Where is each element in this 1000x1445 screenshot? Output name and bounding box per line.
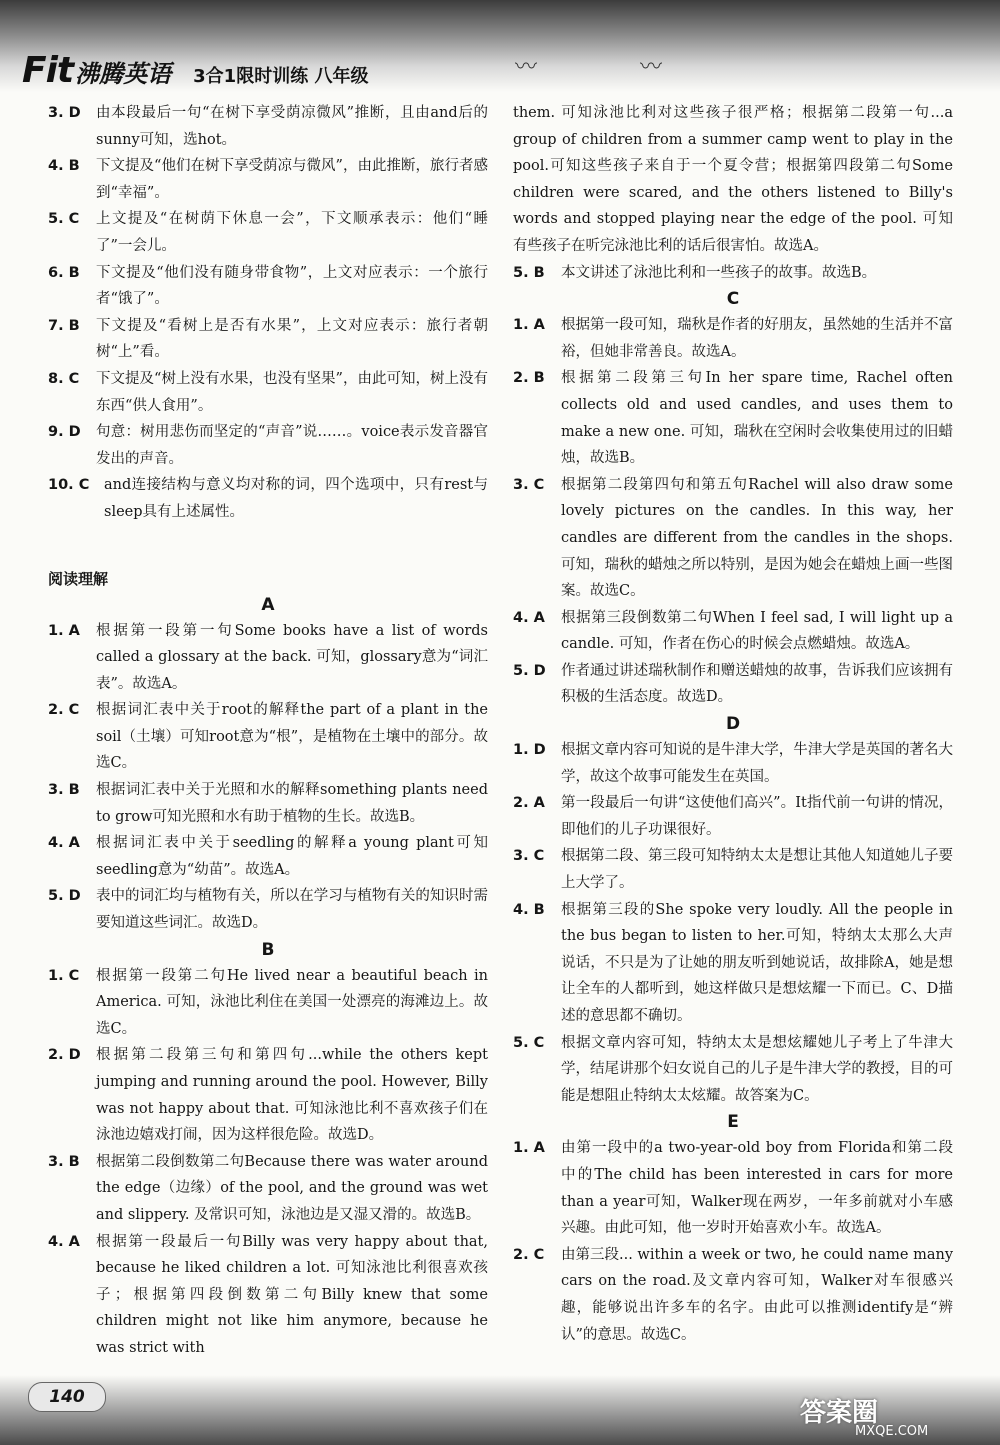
answer-explanation: 根据第二段、第三段可知特纳太太是想让其他人知道她儿子要上大学了。: [561, 848, 953, 892]
answer-explanation: 下文提及“他们在树下享受荫凉与微风”，由此推断，旅行者感到“幸福”。: [96, 158, 488, 201]
answer-number: 4. A: [48, 835, 80, 852]
answer-explanation: 根据第一段第二句He lived near a beautiful beach in America. 可知，泳池比利住在美国一处漂亮的海滩边上。故选C。: [96, 967, 488, 1037]
answer-item: [48, 366, 488, 419]
answer-number: 1. A: [48, 622, 80, 639]
passage-letter-e: E: [727, 1112, 739, 1133]
answer-item: [513, 605, 953, 658]
answer-number: 1. A: [513, 317, 545, 334]
answer-item: [513, 897, 953, 1030]
answer-number: 8. C: [48, 370, 80, 387]
answer-item: [48, 830, 488, 883]
answer-explanation: 根据第一段第一句Some books have a list of words called a glossary at the back. 可知，glossary意为“词汇表”。故选A。: [96, 622, 488, 692]
answer-item: [513, 658, 953, 711]
answer-item: [48, 697, 488, 777]
passage-letter-d: D: [725, 714, 741, 735]
page-header: [0, 0, 1000, 92]
answer-explanation: 根据第二段倒数第二句Because there was water around the edge（边缘）of the pool, and the ground was wet and slippery. 及常识可知，泳池边是又湿又滑的。故选B。: [96, 1153, 488, 1223]
answer-item: [48, 1149, 488, 1229]
answer-item: [48, 313, 488, 366]
passage-b-answers-cont: [513, 260, 953, 287]
section-title-reading: 阅读理解: [48, 569, 109, 588]
answer-item: [48, 206, 488, 259]
answer-explanation: 根据词汇表中关于光照和水的解释something plants need to grow可知光照和水有助于植物的生长。故选B。: [96, 782, 488, 825]
brand-logo: [22, 50, 368, 91]
answer-number: 3. C: [513, 476, 545, 493]
answer-number: 7. B: [48, 317, 80, 334]
answer-item: [48, 260, 488, 313]
answer-item: [48, 1229, 488, 1362]
passage-b-answers: [48, 963, 488, 1362]
answer-number: 4. A: [48, 1233, 80, 1250]
answer-item: [48, 883, 488, 936]
answer-explanation: 根据第三段倒数第二句When I feel sad, I will light up a candle. 可知，作者在伤心的时候会点燃蜡烛。故选A。: [561, 609, 953, 653]
answer-item: [513, 472, 953, 605]
answer-number: 2. C: [48, 702, 80, 719]
answer-explanation: 作者通过讲述瑞秋制作和赠送蜡烛的故事，告诉我们应该拥有积极的生活态度。故选D。: [561, 662, 953, 706]
answer-number: 6. B: [48, 264, 80, 281]
answer-number: 5. D: [513, 662, 546, 679]
answer-item: [513, 312, 953, 365]
answer-number: 3. D: [48, 105, 81, 121]
answer-explanation: 由第一段中的a two-year-old boy from Florida和第二段中的The child has been interested in cars for more than a year可知，Walker现在两岁，一年多前就对小车感兴趣。由此可知，他一岁时开始喜欢小车。故选A。: [561, 1140, 953, 1237]
answer-explanation: 根据文章内容可知，特纳太太是想炫耀她儿子考上了牛津大学，结尾讲那个妇女说自己的儿子是牛津大学的教授，目的可能是想阻止特纳太太炫耀。故答案为C。: [561, 1034, 953, 1104]
answer-number: 9. D: [48, 424, 81, 441]
answer-number: 5. D: [48, 888, 81, 905]
answer-number: 3. B: [48, 1153, 80, 1170]
answer-item: [513, 365, 953, 471]
answer-explanation: 根据第一段可知，瑞秋是作者的好朋友，虽然她的生活并不富裕，但她非常善良。故选A。: [561, 317, 953, 360]
answer-explanation: 根据文章内容可知说的是牛津大学，牛津大学是英国的著名大学，故这个故事可能发生在英国。: [561, 742, 953, 785]
answer-explanation: 根据第二段第三句In her spare time, Rachel often collects old and used candles, and uses them to make a new one. 可知，瑞秋在空闲时会收集使用过的旧蜡烛，故选B。: [561, 370, 953, 467]
continued-text: them. 可知泳池比利对这些孩子很严格；根据第二段第一句...a group of children from a summer camp went to play in the pool.可知这些孩子来自于一个夏令营；根据第四段第二句Some children were scared, and the others listened to Billy's words and stopped playing near the edge of the pool. 可知有些孩子在听完泳池比利的话后很害怕。故选A。: [513, 105, 953, 254]
passage-e-answers: [513, 1135, 953, 1348]
answer-item: [48, 153, 488, 206]
answer-explanation: 根据第三段的She spoke very loudly. All the people in the bus began to listen to her.可知，特纳太太那么大声说话，不只是为了让她的朋友听到她说话，故排除A，她是想让全车的人都听到，她这样做只是想炫耀一下而已。C、D描述的意思都不确切。: [561, 901, 953, 1024]
answer-explanation: and连接结构与意义均对称的词，四个选项中，只有rest与sleep具有上述属性。: [104, 477, 488, 520]
answer-number: 5. C: [48, 211, 80, 228]
answer-explanation: 根据词汇表中关于root的解释the part of a plant in the soil（土壤）可知root意为“根”，是植物在土壤中的部分。故选C。: [96, 702, 488, 772]
watermark-url: MXQE.COM: [855, 1424, 929, 1439]
right-column: [513, 100, 953, 1348]
passage-letter-a: A: [261, 594, 275, 615]
answer-explanation: 由第三段... within a week or two, he could name many cars on the road.及文章内容可知，Walker对车很感兴趣，能够说出许多车的名字。由此可以推测identify是“辨认”的意思。故选C。: [561, 1246, 954, 1343]
answer-number: 4. B: [48, 158, 80, 175]
answer-number: 1. D: [513, 742, 546, 759]
answer-explanation: 根据第一段最后一句Billy was very happy about that, because he liked children a lot. 可知泳池比利很喜欢孩子；根据第四段倒数第二句Billy knew that some children might not like him anymore, because he was strict with: [96, 1233, 488, 1356]
answer-number: 3. B: [48, 782, 80, 799]
answer-item: [48, 618, 488, 698]
answer-explanation: 下文提及“看树上是否有水果”，上文对应表示：旅行者朝树“上”看。: [96, 317, 488, 361]
answer-explanation: 表中的词汇均与植物有关，所以在学习与植物有关的知识时需要知道这些词汇。故选D。: [96, 888, 488, 932]
passage-c-answers: [513, 312, 953, 711]
brand-name: 沸腾英语: [75, 60, 172, 88]
answer-explanation: 下文提及“树上没有水果，也没有坚果”，由此可知，树上没有东西“供人食用”。: [96, 370, 488, 414]
answer-item: [513, 843, 953, 896]
answer-item: [48, 1042, 488, 1148]
answer-number: 2. B: [513, 370, 545, 387]
answer-number: 2. C: [513, 1246, 545, 1263]
page-number: 140: [28, 1382, 106, 1412]
passage-letter-b: B: [261, 939, 275, 960]
answer-number: 4. A: [513, 609, 545, 626]
answer-explanation: 本文讲述了泳池比利和一些孩子的故事。故选B。: [561, 264, 877, 281]
answer-item: [48, 100, 488, 153]
answer-item: [513, 1030, 953, 1110]
book-subtitle: 3合1限时训练 八年级: [193, 66, 369, 87]
answer-number: 5. B: [513, 264, 545, 281]
passage-letter-c: C: [726, 289, 740, 310]
bird-icon: 〰: [640, 55, 663, 80]
answer-item: [48, 963, 488, 1043]
answer-item: [48, 419, 488, 472]
answer-number: 1. C: [48, 967, 80, 984]
answer-explanation: 根据第二段第四句和第五句Rachel will also draw some lovely pictures on the candles. In this way, her candles are different from the candles in the shops. 可知，瑞秋的蜡烛之所以特别，是因为她会在蜡烛上画一些图案。故选C。: [561, 476, 953, 600]
answer-item: [513, 737, 953, 790]
answer-number: 2. D: [48, 1047, 81, 1064]
answer-explanation: 根据词汇表中关于seedling的解释a young plant可知seedling意为“幼苗”。故选A。: [96, 835, 488, 878]
answer-item: [513, 1135, 953, 1241]
answer-explanation: 第一段最后一句讲“这使他们高兴”。It指代前一句讲的情况，即他们的儿子功课很好。: [561, 795, 953, 838]
passage-a-answers: [48, 618, 488, 937]
brand-fit: Fit: [22, 50, 74, 91]
cloze-answers: [48, 100, 488, 526]
left-column: [48, 100, 488, 1362]
answer-explanation: 根据第二段第三句和第四句...while the others kept jumping and running around the pool. However, Billy was not happy about that. 可知泳池比利不喜欢孩子们在泳池边嬉戏打闹，因为这样很危险。故选D。: [96, 1047, 488, 1144]
answer-explanation: 由本段最后一句“在树下享受荫凉微风”推断，且由and后的sunny可知，选hot。: [96, 105, 488, 148]
answer-number: 5. C: [513, 1034, 545, 1051]
answer-number: 10. C: [48, 477, 90, 494]
answer-item: [48, 472, 488, 525]
answer-item: [48, 777, 488, 830]
answer-number: 3. C: [513, 848, 545, 865]
answer-number: 2. A: [513, 795, 545, 812]
answer-item: [513, 1242, 953, 1348]
answer-explanation: 下文提及“他们没有随身带食物”，上文对应表示：一个旅行者“饿了”。: [96, 264, 488, 308]
answer-item: [513, 790, 953, 843]
passage-d-answers: [513, 737, 953, 1109]
answer-explanation: 句意：树用悲伤而坚定的“声音”说……。voice表示发音器官发出的声音。: [96, 424, 488, 467]
answer-number: 1. A: [513, 1140, 545, 1157]
answer-number: 4. B: [513, 901, 545, 918]
answer-item: [513, 260, 953, 287]
answer-explanation: 上文提及“在树荫下休息一会”，下文顺承表示：他们“睡了”一会儿。: [96, 211, 488, 254]
watermark-logo: 答案圈: [800, 1398, 879, 1428]
bird-icon: 〰: [515, 55, 538, 80]
